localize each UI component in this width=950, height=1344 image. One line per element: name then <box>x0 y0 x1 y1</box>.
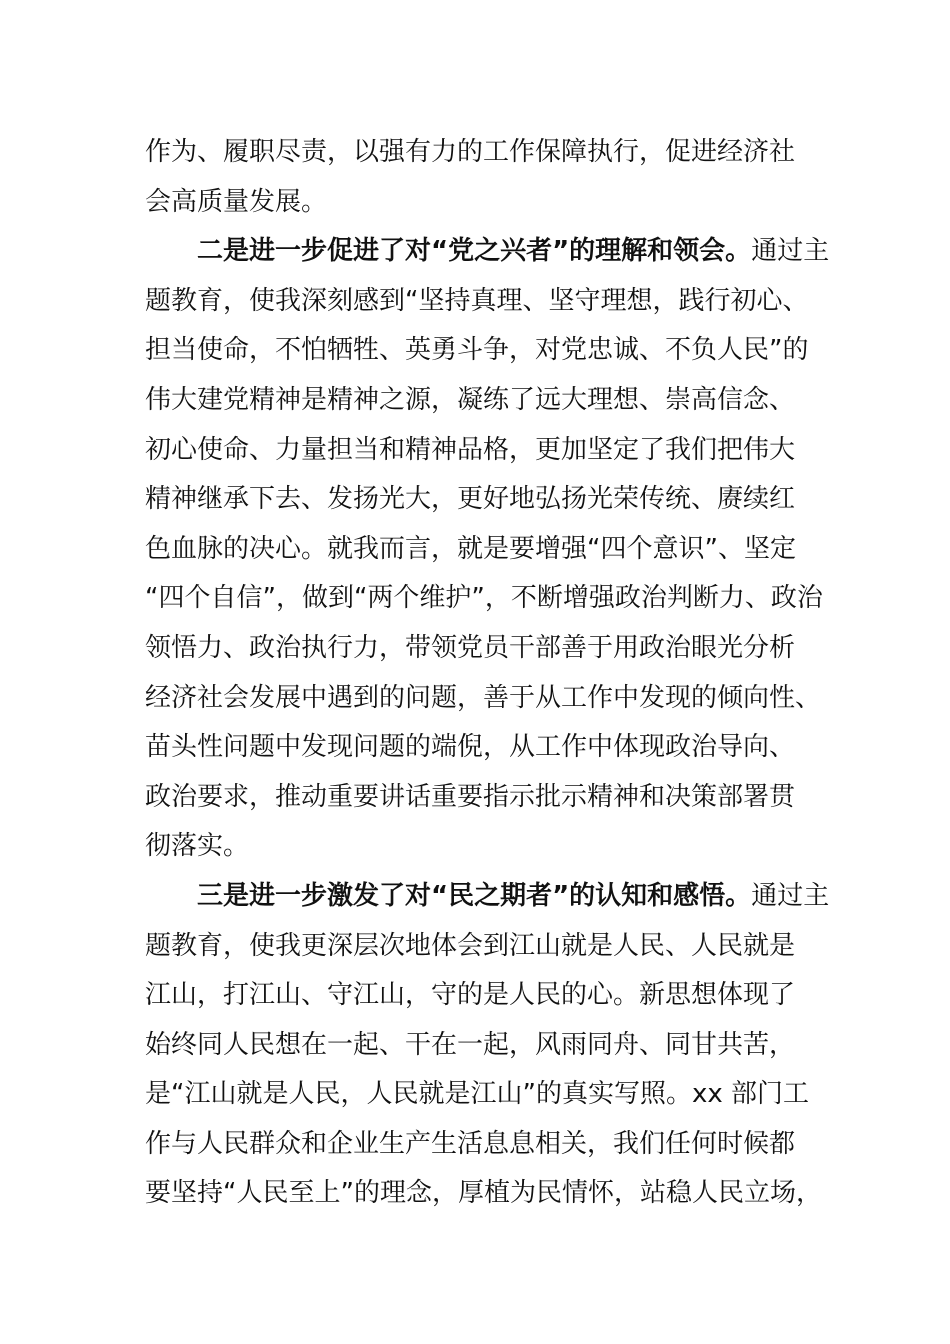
text-line: 政治要求，推动重要讲话重要指示批示精神和决策部署贯 <box>145 781 796 812</box>
text-line: 初心使命、力量担当和精神品格，更加坚定了我们把伟大 <box>145 434 796 465</box>
body-text <box>145 128 830 1219</box>
text-line: 题教育，使我更深层次地体会到江山就是人民、人民就是 <box>145 930 796 961</box>
text-line: 彻落实。 <box>145 831 250 862</box>
section3-heading: 三是进一步激发了对“民之期者”的认知和感悟。 <box>197 880 752 911</box>
text-line: 伟大建党精神是精神之源，凝练了远大理想、崇高信念、 <box>145 384 796 415</box>
text-line: 担当使命，不怕牺牲、英勇斗争，对党忠诚、不负人民”的 <box>145 335 809 366</box>
text-line: 始终同人民想在一起、干在一起，风雨同舟、同甘共苦， <box>145 1029 796 1060</box>
text-line: 经济社会发展中遇到的问题，善于从工作中发现的倾向性、 <box>145 682 822 713</box>
text-line: “四个自信”，做到“两个维护”，不断增强政治判断力、政治 <box>145 583 823 614</box>
text-line: 精神继承下去、发扬光大，更好地弘扬光荣传统、赓续红 <box>145 484 796 515</box>
text-line: 江山，打江山、守江山，守的是人民的心。新思想体现了 <box>145 980 796 1011</box>
section2-heading: 二是进一步促进了对“党之兴者”的理解和领会。 <box>197 236 752 267</box>
text-line: 题教育，使我深刻感到“坚持真理、坚守理想，践行初心、 <box>145 285 809 316</box>
section2-first-line <box>145 227 830 277</box>
section3-first-line <box>145 872 830 922</box>
text-line: 作与人民群众和企业生产生活息息相关，我们任何时候都 <box>145 1128 796 1159</box>
text-line: 会高质量发展。 <box>145 186 328 217</box>
text-line: 要坚持“人民至上”的理念，厚植为民情怀，站稳人民立场， <box>145 1178 822 1209</box>
section2-first-line-rest: 通过主 <box>751 236 830 267</box>
text-line: 苗头性问题中发现问题的端倪，从工作中体现政治导向、 <box>145 732 796 763</box>
text-line: 色血脉的决心。就我而言，就是要增强“四个意识”、坚定 <box>145 533 796 564</box>
text-line: 领悟力、政治执行力，带领党员干部善于用政治眼光分析 <box>145 632 796 663</box>
text-line: 作为、履职尽责，以强有力的工作保障执行，促进经济社 <box>145 137 796 167</box>
section3-first-line-rest: 通过主 <box>751 880 830 911</box>
text-line: 是“江山就是人民，人民就是江山”的真实写照。xx 部门工 <box>145 1079 809 1110</box>
